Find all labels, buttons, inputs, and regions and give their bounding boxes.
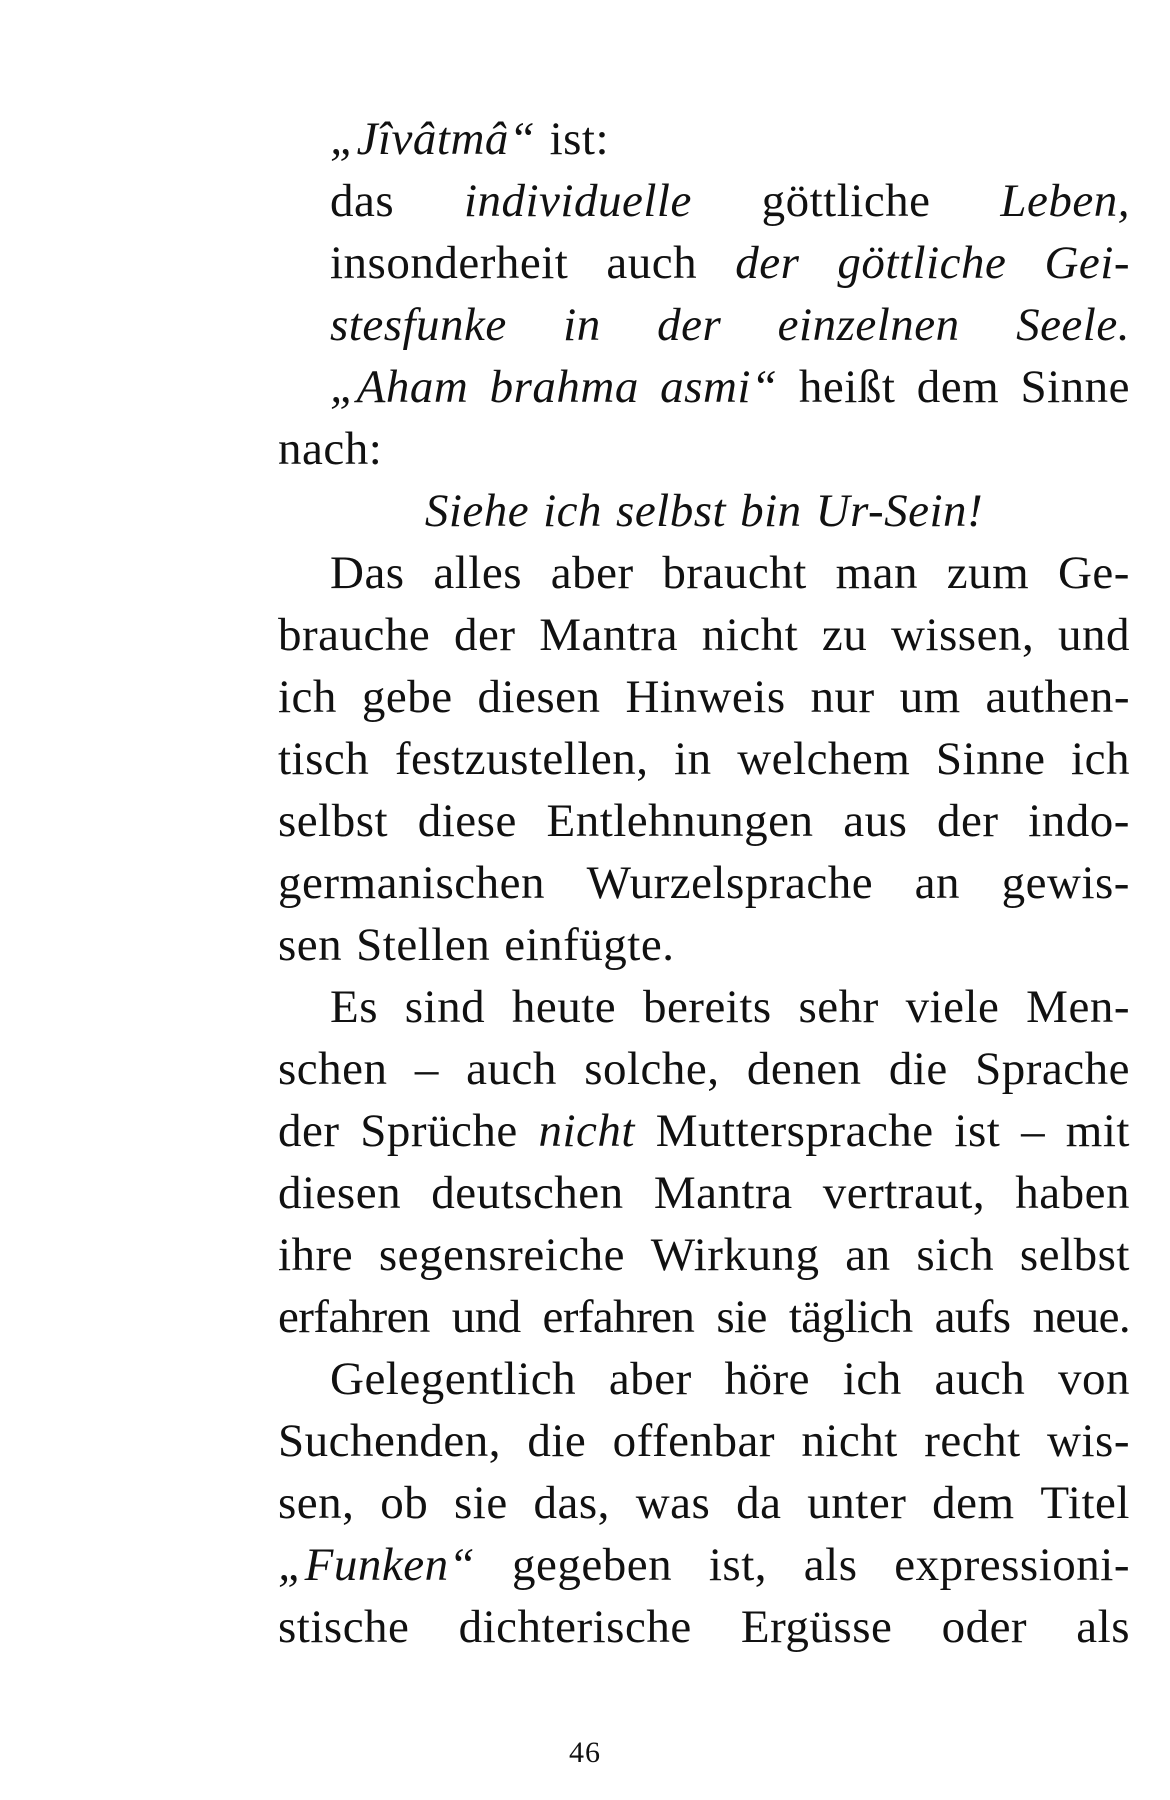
word: Wirkung [650,1229,820,1281]
word: in [674,733,712,785]
word: tisch [278,733,370,785]
word: – [414,1043,439,1095]
text-line [278,1596,1130,1658]
word: Es [330,981,378,1033]
word: Gelegentlich [330,1353,577,1405]
word: denen [746,1043,862,1095]
word: Seele. [1016,299,1130,351]
word: brahma [489,361,639,413]
word: braucht [662,547,807,599]
word: zum [946,547,1030,599]
word: Muttersprache [655,1105,934,1157]
word: neue. [1032,1291,1130,1343]
text-line [278,1534,1130,1596]
word: unter [807,1477,907,1529]
word: erfahren [278,1291,430,1343]
word: Sprüche [360,1105,518,1157]
word: da [736,1477,782,1529]
word: nicht [801,1415,898,1467]
word: recht [924,1415,1021,1467]
word: erfahren [542,1291,695,1343]
word: Wurzelsprache [586,857,874,909]
word: oder [941,1601,1028,1653]
word: dem [932,1477,1015,1529]
word: alles [433,547,522,599]
word: germanischen [278,857,546,909]
word: aufs [934,1291,1011,1343]
word: ist [954,1105,1001,1157]
text-line [330,108,1130,170]
word: selbst [616,485,727,537]
word: auch [606,237,698,289]
word: nach: [278,423,383,475]
word: Men- [1026,981,1130,1033]
word: Mantra [653,1167,793,1219]
word: an [914,857,961,909]
word: stesfunke [330,299,507,351]
word: der [735,237,800,289]
word: aber [550,547,634,599]
word: – [1021,1105,1046,1157]
text-line [278,418,1130,480]
word: Suchenden, [278,1415,501,1467]
word: sen, [278,1477,355,1529]
word: festzustellen, [394,733,649,785]
text-line [278,914,1130,976]
word: individuelle [463,175,692,227]
text-line [330,294,1130,356]
word: von [1058,1353,1130,1405]
text-line [278,1038,1130,1100]
word: Siehe [424,485,530,537]
word: bin [740,485,802,537]
word: sehr [798,981,879,1033]
word: an [845,1229,891,1281]
word: in [563,299,601,351]
page-number: 46 [569,1736,601,1769]
word: einzelnen [777,299,960,351]
word: ich [1071,733,1130,785]
word: bereits [642,981,772,1033]
word: heute [511,981,617,1033]
word: zu [821,609,868,661]
word: sich [916,1229,995,1281]
text-line [330,1348,1130,1410]
word: und [1057,609,1130,661]
text-line [278,728,1130,790]
word: göttliche [837,237,1007,289]
word: nicht [701,609,799,661]
text-line [278,1472,1130,1534]
word: heißt [798,361,896,413]
text-line [330,232,1130,294]
word: sind [404,981,486,1033]
word: ich [543,485,603,537]
text-line [278,604,1130,666]
word: ich [842,1353,902,1405]
word: Ur-Sein! [815,485,984,537]
word: ist, [708,1539,768,1591]
word: Das [330,547,405,599]
word: aber [608,1353,692,1405]
word: ich [278,671,337,723]
word: täglich [788,1291,913,1343]
word: segensreiche [378,1229,625,1281]
word: der [453,609,516,661]
word: der [937,795,999,847]
word: diesen [477,671,601,723]
word: der [278,1105,340,1157]
word: welchem [737,733,911,785]
word: Entlehnungen [546,795,814,847]
word: offenbar [612,1415,775,1467]
word: stische [278,1601,410,1653]
word: deutschen [431,1167,624,1219]
word: gebe [361,671,453,723]
word: schen [278,1043,388,1095]
word: authen- [985,671,1130,723]
word: expressioni- [894,1539,1130,1591]
word: sie [454,1477,508,1529]
word: auch [466,1043,557,1095]
word: die [527,1415,587,1467]
word: Sinne [935,733,1046,785]
word: als [1076,1601,1130,1653]
word: ihre [278,1229,354,1281]
text-line [278,790,1130,852]
text-line [278,1100,1130,1162]
word: aus [843,795,908,847]
word: solche, [584,1043,720,1095]
word: gewis- [1001,857,1130,909]
word: vertraut, [822,1167,986,1219]
word: selbst [1019,1229,1130,1281]
text-line [330,356,1130,418]
word: „Jîvâtmâ“ [330,113,536,165]
word: als [803,1539,858,1591]
text-line [278,480,1130,542]
text-line [278,1224,1130,1286]
word: nur [810,671,875,723]
word: Ergüsse [740,1601,893,1653]
word: Sinne [1020,361,1130,413]
word: das, [533,1477,610,1529]
word: Stellen [356,919,491,971]
word: wissen, [891,609,1035,661]
word: Gei- [1044,237,1130,289]
word: gegeben [511,1539,673,1591]
word: einfügte. [504,919,675,971]
word: asmi“ [660,361,778,413]
word: dichterische [458,1601,692,1653]
word: wis- [1047,1415,1130,1467]
word: auch [934,1353,1026,1405]
word: „Aham [330,361,469,413]
text-line [330,976,1130,1038]
word: selbst [278,795,389,847]
text-line [278,1286,1130,1348]
word: Titel [1040,1477,1130,1529]
word: man [835,547,919,599]
word: brauche [278,609,431,661]
word: haben [1015,1167,1130,1219]
text-line [278,1410,1130,1472]
word: göttliche [761,175,931,227]
text-line [330,542,1130,604]
word: Hinweis [625,671,786,723]
word: mit [1065,1105,1130,1157]
word: viele [905,981,1000,1033]
text-line [330,170,1130,232]
word: diesen [278,1167,402,1219]
word: nicht [538,1105,635,1157]
word: Mantra [539,609,678,661]
text-line [278,1162,1130,1224]
word: insonderheit [330,237,569,289]
word: Sprache [975,1043,1130,1095]
word: was [635,1477,711,1529]
word: höre [724,1353,811,1405]
word: Ge- [1057,547,1130,599]
word: das [330,175,395,227]
text-line [278,666,1130,728]
word: diese [417,795,517,847]
word: sie [716,1291,767,1343]
word: „Funken“ [278,1539,476,1591]
word: Leben, [1000,175,1130,227]
word: die [888,1043,948,1095]
word: ist: [549,113,610,165]
word: dem [916,361,1000,413]
text-line [278,852,1130,914]
word: der [657,299,722,351]
word: und [451,1291,521,1343]
word: ob [380,1477,429,1529]
word: indo- [1028,795,1130,847]
word: sen [278,919,343,971]
word: um [899,671,961,723]
